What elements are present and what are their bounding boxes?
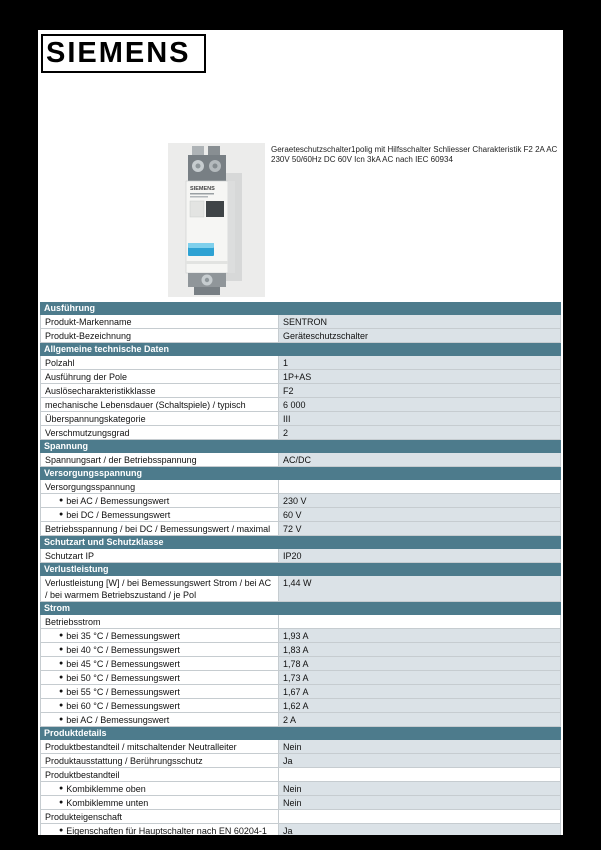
spec-value: 1,78 A [279, 657, 560, 670]
bullet-icon: ● [59, 646, 64, 653]
spec-label: Kombiklemme oben [66, 784, 146, 794]
spec-table [40, 302, 561, 835]
bullet-icon: ● [59, 827, 64, 834]
spec-label: Verschmutzungsgrad [45, 428, 130, 438]
bullet-icon: ● [59, 497, 64, 504]
spec-label: Betriebsspannung / bei DC / Bemessungswert / maximal [45, 524, 271, 534]
spec-value: SENTRON [279, 315, 560, 328]
spec-row [40, 426, 561, 440]
spec-label-cell [41, 315, 279, 328]
section-header: Schutzart und Schutzklasse [40, 536, 561, 549]
spec-label: bei 60 °C / Bemessungswert [66, 701, 180, 711]
spec-label-cell [41, 643, 279, 656]
spec-value: 1,44 W [279, 576, 560, 601]
spec-section [40, 602, 561, 727]
spec-label: bei DC / Bemessungswert [66, 510, 171, 520]
spec-row [40, 754, 561, 768]
spec-label-cell [41, 685, 279, 698]
section-header: Allgemeine technische Daten [40, 343, 561, 356]
spec-row [40, 699, 561, 713]
spec-row [40, 824, 561, 835]
spec-row [40, 796, 561, 810]
spec-row [40, 522, 561, 536]
spec-label: Kombiklemme unten [66, 798, 149, 808]
spec-label: Produktbestandteil [45, 770, 120, 780]
bullet-icon: ● [59, 660, 64, 667]
section-rows [40, 480, 561, 536]
spec-row [40, 685, 561, 699]
spec-value: 1,93 A [279, 629, 560, 642]
spec-label-cell [41, 576, 279, 601]
spec-label: bei 55 °C / Bemessungswert [66, 687, 180, 697]
spec-label-cell [41, 356, 279, 369]
spec-value: 1 [279, 356, 560, 369]
spec-value: 2 A [279, 713, 560, 726]
spec-section [40, 467, 561, 536]
spec-value: Ja [279, 824, 560, 835]
bullet-icon: ● [59, 632, 64, 639]
spec-label: Produktbestandteil / mitschaltender Neutralleiter [45, 742, 237, 752]
spec-value: Geräteschutzschalter [279, 329, 560, 342]
spec-label: bei 35 °C / Bemessungswert [66, 631, 180, 641]
spec-row [40, 398, 561, 412]
spec-value: 60 V [279, 508, 560, 521]
spec-row [40, 740, 561, 754]
datasheet-page [38, 30, 563, 835]
spec-label: bei 50 °C / Bemessungswert [66, 673, 180, 683]
spec-section [40, 536, 561, 563]
spec-label-cell [41, 699, 279, 712]
spec-row [40, 370, 561, 384]
spec-value: 230 V [279, 494, 560, 507]
spec-row [40, 713, 561, 727]
spec-row [40, 615, 561, 629]
spec-label: bei AC / Bemessungswert [66, 496, 170, 506]
spec-value: Nein [279, 740, 560, 753]
spec-row [40, 329, 561, 343]
circuit-breaker-photo [168, 143, 265, 297]
spec-row [40, 315, 561, 329]
bullet-icon: ● [59, 702, 64, 709]
spec-label-cell [41, 796, 279, 809]
spec-label-cell [41, 426, 279, 439]
spec-value [279, 615, 560, 628]
spec-label-cell [41, 480, 279, 493]
section-header: Versorgungsspannung [40, 467, 561, 480]
spec-label: Verlustleistung [W] / bei Bemessungswert Strom / bei AC / bei warmem Betriebszustand / je Pol [45, 578, 272, 600]
spec-label: Versorgungsspannung [45, 482, 136, 492]
spec-row [40, 412, 561, 426]
spec-row [40, 643, 561, 657]
spec-label-cell [41, 398, 279, 411]
spec-row [40, 782, 561, 796]
bullet-icon: ● [59, 511, 64, 518]
bullet-icon: ● [59, 716, 64, 723]
spec-value: Ja [279, 754, 560, 767]
spec-label: mechanische Lebensdauer (Schaltspiele) / typisch [45, 400, 246, 410]
spec-label-cell [41, 671, 279, 684]
bullet-icon: ● [59, 688, 64, 695]
spec-value: 1,83 A [279, 643, 560, 656]
bullet-icon: ● [59, 799, 64, 806]
spec-label: Eigenschaften für Hauptschalter nach EN 60204-1 [66, 826, 267, 835]
spec-label-cell [41, 810, 279, 823]
spec-label: Polzahl [45, 358, 75, 368]
spec-label: Produkt-Markenname [45, 317, 132, 327]
spec-value [279, 768, 560, 781]
spec-label-cell [41, 657, 279, 670]
spec-value: 2 [279, 426, 560, 439]
section-header: Spannung [40, 440, 561, 453]
spec-label-cell [41, 782, 279, 795]
spec-row [40, 356, 561, 370]
bullet-icon: ● [59, 785, 64, 792]
section-header: Verlustleistung [40, 563, 561, 576]
spec-row [40, 671, 561, 685]
spec-value [279, 480, 560, 493]
spec-label-cell [41, 508, 279, 521]
spec-label-cell [41, 370, 279, 383]
spec-value: 1P+AS [279, 370, 560, 383]
spec-label-cell [41, 522, 279, 535]
product-photo [168, 143, 265, 297]
spec-value: 1,62 A [279, 699, 560, 712]
spec-label-cell [41, 713, 279, 726]
spec-label: Produkt-Bezeichnung [45, 331, 132, 341]
siemens-logo: SIEMENS [41, 34, 206, 73]
spec-label-cell [41, 549, 279, 562]
spec-section [40, 727, 561, 835]
spec-row [40, 576, 561, 602]
spec-value: Nein [279, 796, 560, 809]
spec-label-cell [41, 768, 279, 781]
spec-value: F2 [279, 384, 560, 397]
spec-section [40, 302, 561, 343]
spec-label: Spannungsart / der Betriebsspannung [45, 455, 197, 465]
spec-label: Produktausstattung / Berührungsschutz [45, 756, 203, 766]
spec-value: III [279, 412, 560, 425]
section-rows [40, 453, 561, 467]
spec-value: IP20 [279, 549, 560, 562]
spec-label-cell [41, 384, 279, 397]
product-header [168, 143, 561, 297]
spec-row [40, 494, 561, 508]
spec-label-cell [41, 329, 279, 342]
spec-row [40, 480, 561, 494]
spec-row [40, 810, 561, 824]
section-header: Strom [40, 602, 561, 615]
spec-row [40, 629, 561, 643]
spec-label-cell [41, 754, 279, 767]
section-rows [40, 356, 561, 440]
spec-label: bei 40 °C / Bemessungswert [66, 645, 180, 655]
section-rows [40, 549, 561, 563]
spec-label: Auslösecharakteristikklasse [45, 386, 156, 396]
spec-label: Überspannungskategorie [45, 414, 146, 424]
section-rows [40, 576, 561, 602]
spec-label: bei AC / Bemessungswert [66, 715, 170, 725]
section-header: Ausführung [40, 302, 561, 315]
spec-value [279, 810, 560, 823]
spec-label: Produkteigenschaft [45, 812, 123, 822]
spec-section [40, 563, 561, 602]
spec-value: 72 V [279, 522, 560, 535]
spec-label-cell [41, 494, 279, 507]
spec-section [40, 343, 561, 440]
spec-label: Ausführung der Pole [45, 372, 128, 382]
spec-value: AC/DC [279, 453, 560, 466]
spec-label-cell [41, 453, 279, 466]
spec-value: 1,67 A [279, 685, 560, 698]
spec-label: Schutzart IP [45, 551, 95, 561]
spec-label: Betriebsstrom [45, 617, 101, 627]
bullet-icon: ● [59, 674, 64, 681]
spec-row [40, 453, 561, 467]
spec-row [40, 657, 561, 671]
section-rows [40, 740, 561, 835]
spec-value: 6 000 [279, 398, 560, 411]
spec-row [40, 508, 561, 522]
spec-value: Nein [279, 782, 560, 795]
spec-row [40, 549, 561, 563]
section-header: Produktdetails [40, 727, 561, 740]
spec-section [40, 440, 561, 467]
breaker-brand-label: SIEMENS [190, 186, 215, 192]
spec-row [40, 384, 561, 398]
product-description: Geraeteschutzschalter1polig mit Hilfsschalter Schliesser Charakteristik F2 2A AC 230V 50/60Hz DC 60V Icn 3kA AC nach IEC 60934 [271, 145, 558, 164]
spec-value: 1,73 A [279, 671, 560, 684]
spec-label-cell [41, 824, 279, 835]
spec-label-cell [41, 629, 279, 642]
spec-row [40, 768, 561, 782]
section-rows [40, 615, 561, 727]
spec-label-cell [41, 412, 279, 425]
spec-label-cell [41, 615, 279, 628]
spec-label: bei 45 °C / Bemessungswert [66, 659, 180, 669]
spec-label-cell [41, 740, 279, 753]
section-rows [40, 315, 561, 343]
